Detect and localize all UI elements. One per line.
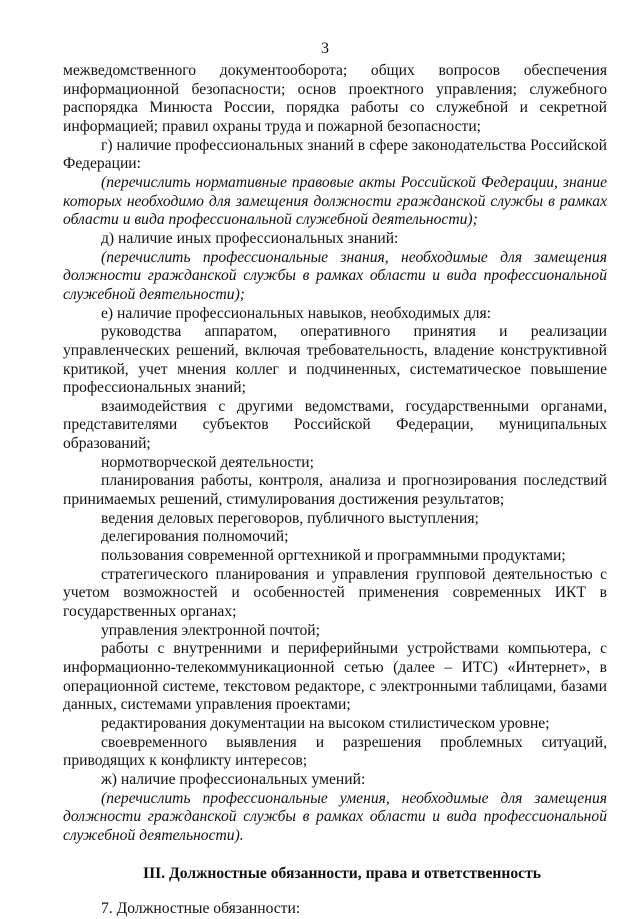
paragraph: редактирования документации на высоком стилистическом уровне; [101, 714, 550, 732]
paragraph: ж) наличие профессиональных умений: [101, 770, 366, 788]
document-body [63, 62, 607, 919]
paragraph: нормотворческой деятельности; [101, 453, 314, 471]
section-heading: III. Должностные обязанности, права и ответственность [143, 864, 541, 882]
paragraph: своевременного выявления и разрешения проблемных ситуаций, приводящих к конфликту интересов; [63, 733, 607, 770]
paragraph: взаимодействия с другими ведомствами, государственными органами, представителями субъектов Российской Федерации, муниципальных образований; [63, 397, 607, 453]
paragraph: (перечислить профессиональные умения, необходимые для замещения должности гражданской службы в рамках области и вида профессиональной служебной деятельности). [63, 789, 607, 844]
paragraph: управления электронной почтой; [101, 621, 320, 639]
item-7-label: 7. Должностные обязанности: [101, 900, 301, 918]
paragraph: пользования современной оргтехникой и программными продуктами; [101, 547, 566, 565]
page-number: 3 [321, 40, 329, 57]
paragraph-list [63, 62, 607, 846]
paragraph: г) наличие профессиональных знаний в сфере законодательства Российской Федерации: [63, 136, 607, 173]
paragraph: ведения деловых переговоров, публичного выступления; [101, 509, 479, 527]
paragraph: межведомственного документооборота; общих вопросов обеспечения информационной безопасности; основ проектного управления; служебного распорядка Минюста России, порядка работы со служебной и секретной информацией; правил охраны труда и пожарной безопасности; [63, 62, 607, 135]
paragraph: (перечислить профессиональные знания, необходимые для замещения должности гражданской службы в рамках области и вида профессиональной служебной деятельности); [63, 248, 607, 303]
paragraph: делегирования полномочий; [101, 528, 289, 546]
paragraph: руководства аппаратом, оперативного принятия и реализации управленческих решений, включая требовательность, владение конструктивной критикой, учет мнения коллег и подчиненных, систематическое повышение профессиональных знаний; [63, 323, 607, 397]
paragraph: планирования работы, контроля, анализа и прогнозирования последствий принимаемых решений, стимулирования достижения результатов; [63, 472, 607, 509]
paragraph: стратегического планирования и управления групповой деятельностью с учетом возможностей и особенностей применения современных ИКТ в государственных органах; [63, 565, 607, 621]
paragraph: е) наличие профессиональных навыков, необходимых для: [101, 304, 492, 322]
paragraph: работы с внутренними и периферийными устройствами компьютера, с информационно-телекоммуникационной сетью (далее – ИТС) «Интернет», в операционной системе, текстовом редакторе, с электронными таблицами, базами данных, системами управления проектами; [63, 640, 607, 714]
paragraph: д) наличие иных профессиональных знаний: [101, 229, 399, 247]
paragraph: (перечислить нормативные правовые акты Российской Федерации, знание которых необходимо для замещения должности гражданской службы в рамках области и вида профессиональной служебной деятельности); [63, 173, 607, 229]
